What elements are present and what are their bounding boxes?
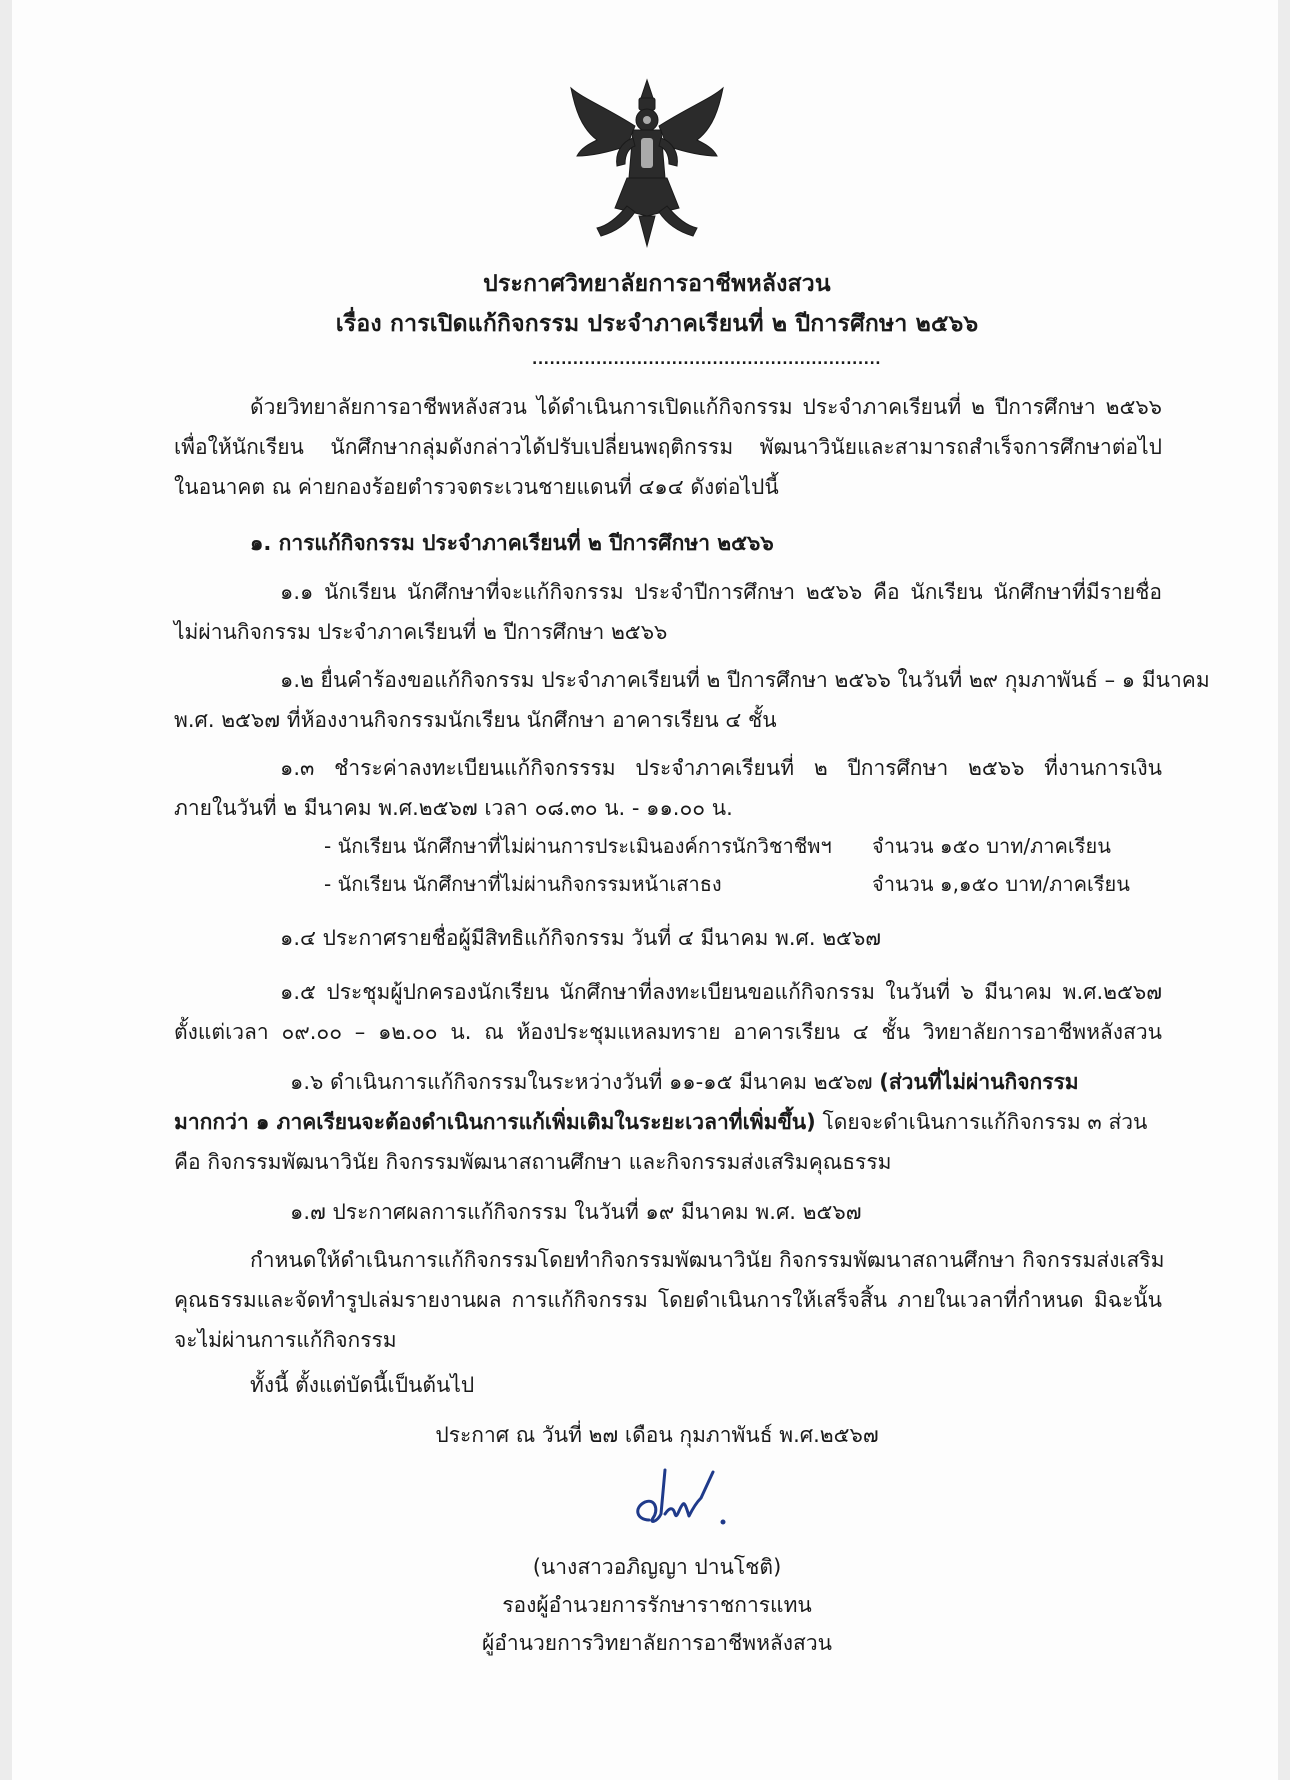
item-1-6-line-2 (174, 1107, 1147, 1137)
item-1-1-line-2: ไม่ผ่านกิจกรรม ประจำภาคเรียนที่ ๒ ปีการศึกษา ๒๕๖๖ (174, 620, 668, 644)
announcement-date: ประกาศ ณ วันที่ ๒๗ เดือน กุมภาพันธ์ พ.ศ.๒๕๖๗ (435, 1423, 879, 1447)
item-1-5-line-1: ๑.๕ ประชุมผู้ปกครองนักเรียน นักศึกษาที่ลงทะเบียนขอแก้กิจกรรม ในวันที่ ๖ มีนาคม พ.ศ.๒๕๖๗ (280, 980, 1162, 1004)
item-1-2-line-1: ๑.๒ ยื่นคำร้องขอแก้กิจกรรม ประจำภาคเรียนที่ ๒ ปีการศึกษา ๒๕๖๖ ในวันที่ ๒๙ กุมภาพันธ์ – ๑ มีนาคม (280, 668, 1210, 692)
item-1-3-line-2: ภายในวันที่ ๒ มีนาคม พ.ศ.๒๕๖๗ เวลา ๐๘.๓๐ น. - ๑๑.๐๐ น. (174, 796, 733, 820)
announcement-title: ประกาศวิทยาลัยการอาชีพหลังสวน (483, 271, 831, 297)
item-1-7: ๑.๗ ประกาศผลการแก้กิจกรรม ในวันที่ ๑๙ มีนาคม พ.ศ. ๒๕๖๗ (290, 1200, 862, 1224)
item-1-6-line-2-bold: มากกว่า ๑ ภาคเรียนจะต้องดำเนินการแก้เพิ่มเติมในระยะเวลาที่เพิ่มขึ้น) (174, 1110, 816, 1134)
item-1-1-line-1: ๑.๑ นักเรียน นักศึกษาที่จะแก้กิจกรรม ประจำปีการศึกษา ๒๕๖๖ คือ นักเรียน นักศึกษาที่มีรายชื่อ (280, 580, 1162, 604)
fee-2-label: - นักเรียน นักศึกษาที่ไม่ผ่านกิจกรรมหน้าเสาธง (324, 872, 722, 896)
item-1-5-line-2: ตั้งแต่เวลา ๐๙.๐๐ – ๑๒.๐๐ น. ณ ห้องประชุมแหลมทราย อาคารเรียน ๔ ชั้น วิทยาลัยการอาชีพหลังสวน (174, 1020, 1162, 1044)
handwritten-signature (627, 1458, 737, 1540)
item-1-3-line-1: ๑.๓ ชำระค่าลงทะเบียนแก้กิจกรรรม ประจำภาคเรียนที่ ๒ ปีการศึกษา ๒๕๖๖ ที่งานการเงิน (280, 756, 1162, 780)
announcement-subject: เรื่อง การเปิดแก้กิจกรรม ประจำภาคเรียนที่ ๒ ปีการศึกษา ๒๕๖๖ (335, 311, 979, 337)
signer-position-2: ผู้อำนวยการวิทยาลัยการอาชีพหลังสวน (481, 1631, 833, 1655)
item-1-6-line-1-text: ๑.๖ ดำเนินการแก้กิจกรรมในระหว่างวันที่ ๑๑-๑๕ มีนาคม ๒๕๖๗ (290, 1070, 880, 1094)
item-1-2-line-2: พ.ศ. ๒๕๖๗ ที่ห้องงานกิจกรรมนักเรียน นักศึกษา อาคารเรียน ๔ ชั้น (174, 708, 777, 732)
closing-line-1: กำหนดให้ดำเนินการแก้กิจกรรมโดยทำกิจกรรมพัฒนาวินัย กิจกรรมพัฒนาสถานศึกษา กิจกรรมส่งเสริม (250, 1248, 1165, 1272)
intro-line-2: เพื่อให้นักเรียน นักศึกษากลุ่มดังกล่าวได้ปรับเปลี่ยนพฤติกรรม พัฒนาวินัยและสามารถสำเร็จการศึกษาต่อไป (174, 435, 1162, 459)
effective-statement: ทั้งนี้ ตั้งแต่บัดนี้เป็นต้นไป (250, 1373, 475, 1397)
fee-2-amount: จำนวน ๑,๑๕๐ บาท/ภาคเรียน (872, 872, 1130, 896)
item-1-6-line-1-bold: (ส่วนที่ไม่ผ่านกิจกรรม (879, 1070, 1079, 1094)
garuda-emblem-icon (567, 78, 727, 248)
signer-name: (นางสาวอภิญญา ปานโชติ) (532, 1555, 782, 1579)
intro-line-1: ด้วยวิทยาลัยการอาชีพหลังสวน ได้ดำเนินการเปิดแก้กิจกรรม ประจำภาคเรียนที่ ๒ ปีการศึกษา ๒๕๖๖ (250, 395, 1162, 419)
title-separator: ............................................................ (532, 352, 882, 368)
item-1-6-line-2-text: โดยจะดำเนินการแก้กิจกรรม ๓ ส่วน (815, 1110, 1148, 1134)
item-1-4: ๑.๔ ประกาศรายชื่อผู้มีสิทธิแก้กิจกรรม วันที่ ๔ มีนาคม พ.ศ. ๒๕๖๗ (280, 926, 882, 950)
intro-line-3: ในอนาคต ณ ค่ายกองร้อยตำรวจตระเวนชายแดนที่ ๔๑๔ ดังต่อไปนี้ (174, 475, 779, 499)
item-1-6-line-1 (290, 1067, 1079, 1097)
fee-1-amount: จำนวน ๑๕๐ บาท/ภาคเรียน (872, 834, 1111, 858)
fee-1-label: - นักเรียน นักศึกษาที่ไม่ผ่านการประเมินองค์การนักวิชาชีพฯ (324, 834, 832, 858)
closing-line-2: คุณธรรมและจัดทำรูปเล่มรายงานผล การแก้กิจกรรม โดยดำเนินการให้เสร็จสิ้น ภายในเวลาที่กำหนด มิฉะนั้น (174, 1288, 1162, 1312)
item-1-6-line-3: คือ กิจกรรมพัฒนาวินัย กิจกรรมพัฒนาสถานศึกษา และกิจกรรมส่งเสริมคุณธรรม (174, 1150, 892, 1174)
signer-position-1: รองผู้อำนวยการรักษาราชการแทน (502, 1593, 812, 1617)
section-heading: ๑. การแก้กิจกรรม ประจำภาคเรียนที่ ๒ ปีการศึกษา ๒๕๖๖ (250, 531, 774, 555)
closing-line-3: จะไม่ผ่านการแก้กิจกรรม (174, 1328, 397, 1352)
